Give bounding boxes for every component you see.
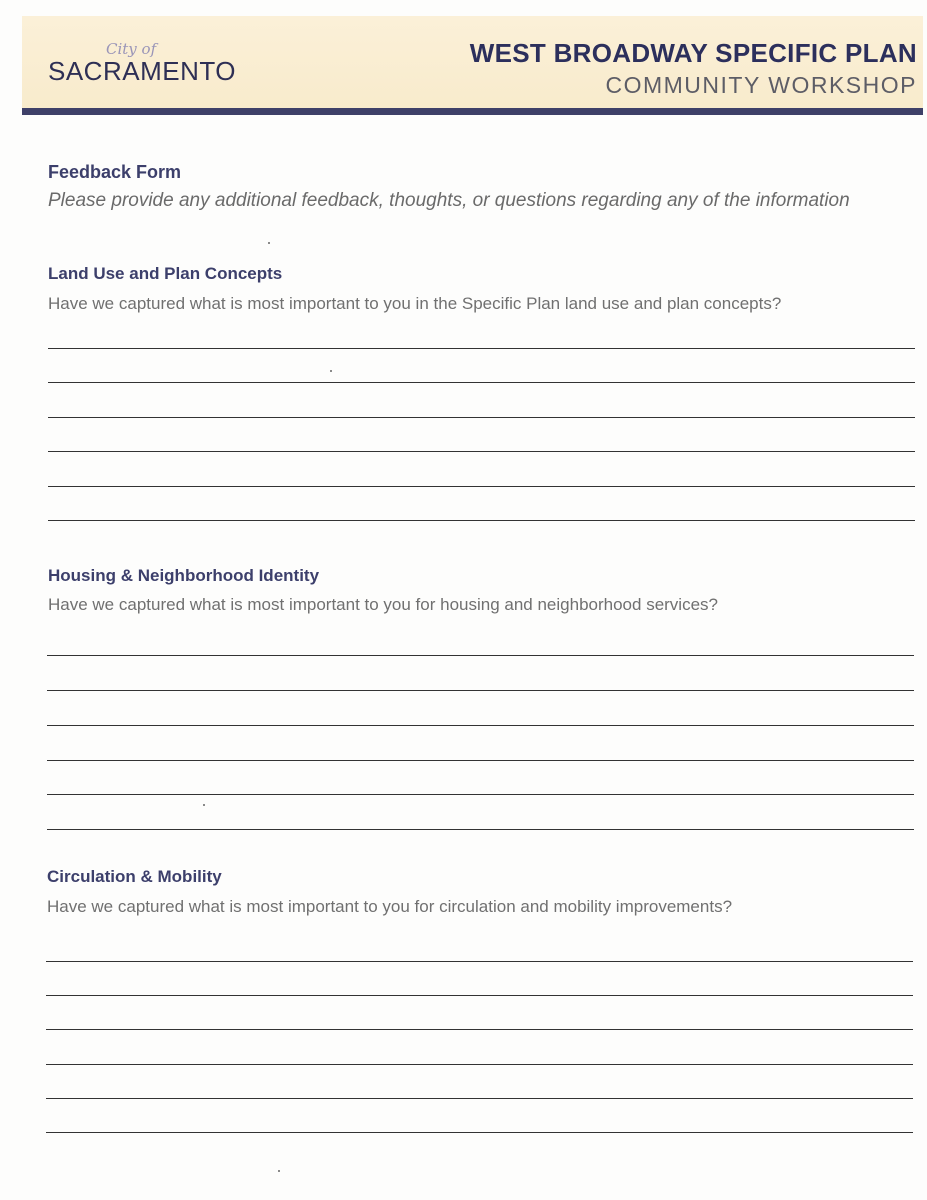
answer-line[interactable] <box>47 760 914 761</box>
answer-line[interactable] <box>46 1132 913 1133</box>
answer-line[interactable] <box>47 690 914 691</box>
plan-title: WEST BROADWAY SPECIFIC PLAN <box>469 38 917 68</box>
answer-line[interactable] <box>46 1064 913 1065</box>
answer-line[interactable] <box>48 348 915 349</box>
form-intro: Please provide any additional feedback, thoughts, or questions regarding any of the information <box>48 190 850 211</box>
answer-line[interactable] <box>48 486 915 487</box>
answer-line[interactable] <box>46 961 913 962</box>
scan-speck <box>268 242 270 244</box>
scan-speck <box>278 1170 280 1172</box>
answer-line[interactable] <box>46 1098 913 1099</box>
city-of-sacramento-logo <box>48 38 258 94</box>
answer-line[interactable] <box>47 829 914 830</box>
answer-line[interactable] <box>46 1029 913 1030</box>
answer-line[interactable] <box>48 520 915 521</box>
answer-line[interactable] <box>47 725 914 726</box>
scan-speck <box>203 804 205 806</box>
section-heading-housing: Housing & Neighborhood Identity <box>48 566 320 585</box>
logo-city-name: SACRAMENTO <box>48 56 236 86</box>
answer-line[interactable] <box>48 451 915 452</box>
logo-city-of: City of <box>106 40 157 58</box>
section-heading-land-use: Land Use and Plan Concepts <box>48 264 283 283</box>
section-question-land-use: Have we captured what is most important to you in the Specific Plan land use and plan concepts? <box>48 294 782 313</box>
answer-line[interactable] <box>47 655 914 656</box>
section-question-housing: Have we captured what is most important to you for housing and neighborhood services? <box>48 595 718 614</box>
header-rule <box>22 108 923 115</box>
section-question-circulation: Have we captured what is most important to you for circulation and mobility improvements? <box>47 897 733 916</box>
answer-line[interactable] <box>48 417 915 418</box>
section-heading-circulation: Circulation & Mobility <box>47 867 222 886</box>
answer-line[interactable] <box>48 382 915 383</box>
answer-line[interactable] <box>46 995 913 996</box>
answer-line[interactable] <box>47 794 914 795</box>
form-title: Feedback Form <box>48 162 182 182</box>
workshop-subtitle: COMMUNITY WORKSHOP <box>605 72 917 98</box>
scan-speck <box>330 370 332 372</box>
